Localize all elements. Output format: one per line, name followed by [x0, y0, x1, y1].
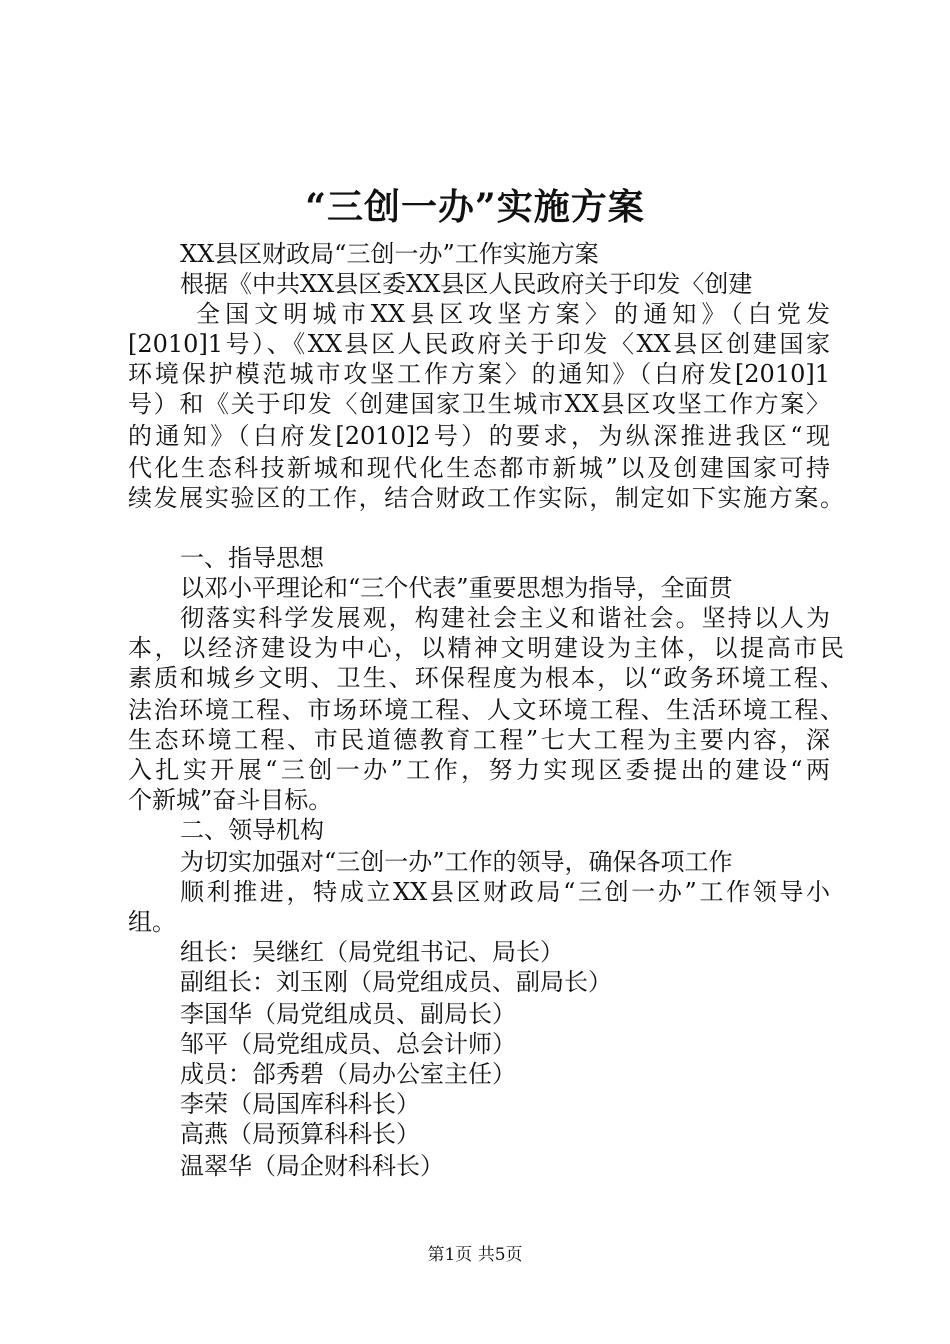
paragraph-line: 号）和《关于印发〈创建国家卫生城市XX县区攻坚工作方案〉	[128, 390, 830, 418]
paragraph-line: [2010]1号）、《XX县区人民政府关于印发〈XX县区创建国家	[128, 330, 830, 358]
section-heading: 一、指导思想	[180, 544, 324, 572]
paragraph-line: 法治环境工程、市场环境工程、人文环境工程、生活环境工程、	[128, 696, 844, 724]
paragraph-line: 组。	[128, 908, 176, 936]
paragraph-line: 的通知》（白府发[2010]2号）的要求，为纵深推进我区“现	[128, 422, 830, 450]
paragraph-line: 生态环境工程、市民道德教育工程”七大工程为主要内容，深	[128, 726, 830, 754]
paragraph-line: 彻落实科学发展观，构建社会主义和谐社会。坚持以人为	[180, 604, 830, 632]
paragraph-line: 顺利推进，特成立XX县区财政局“三创一办”工作领导小	[180, 878, 830, 906]
subtitle-line: XX县区财政局“三创一办”工作实施方案	[180, 240, 599, 268]
member-line: 李国华（局党组成员、副局长）	[180, 1000, 516, 1028]
member-line: 副组长：刘玉刚（局党组成员、副局长）	[180, 968, 612, 996]
paragraph-line: 代化生态科技新城和现代化生态都市新城”以及创建国家可持	[128, 454, 830, 482]
document-title: “三创一办”实施方案	[305, 186, 645, 228]
paragraph-line: 本，以经济建设为中心，以精神文明建设为主体，以提高市民	[128, 634, 844, 662]
paragraph-line: 根据《中共XX县区委XX县区人民政府关于印发〈创建	[180, 270, 753, 298]
section-heading: 二、领导机构	[180, 816, 324, 844]
paragraph-line: 续发展实验区的工作，结合财政工作实际，制定如下实施方案。	[128, 484, 844, 512]
member-line: 李荣（局国库科科长）	[180, 1090, 420, 1118]
member-line: 成员：郃秀碧（局办公室主任）	[180, 1060, 516, 1088]
paragraph-line: 入扎实开展“三创一办”工作，努力实现区委提出的建设“两	[128, 756, 830, 784]
paragraph-line: 环境保护模范城市攻坚工作方案〉的通知》（白府发[2010]1	[128, 360, 830, 388]
page-footer: 第1页 共5页	[427, 1245, 523, 1265]
paragraph-line: 全国文明城市XX县区攻坚方案〉的通知》（白党发	[196, 300, 830, 328]
member-line: 温翠华（局企财科科长）	[180, 1152, 444, 1180]
paragraph-line: 为切实加强对“三创一办”工作的领导，确保各项工作	[180, 848, 733, 876]
member-line: 邹平（局党组成员、总会计师）	[180, 1030, 516, 1058]
paragraph-line: 以邓小平理论和“三个代表”重要思想为指导，全面贯	[180, 574, 733, 602]
member-line: 组长：吴继红（局党组书记、局长）	[180, 938, 564, 966]
paragraph-line: 素质和城乡文明、卫生、环保程度为根本，以“政务环境工程、	[128, 664, 844, 692]
paragraph-line: 个新城”奋斗目标。	[128, 786, 333, 814]
member-line: 高燕（局预算科科长）	[180, 1120, 420, 1148]
